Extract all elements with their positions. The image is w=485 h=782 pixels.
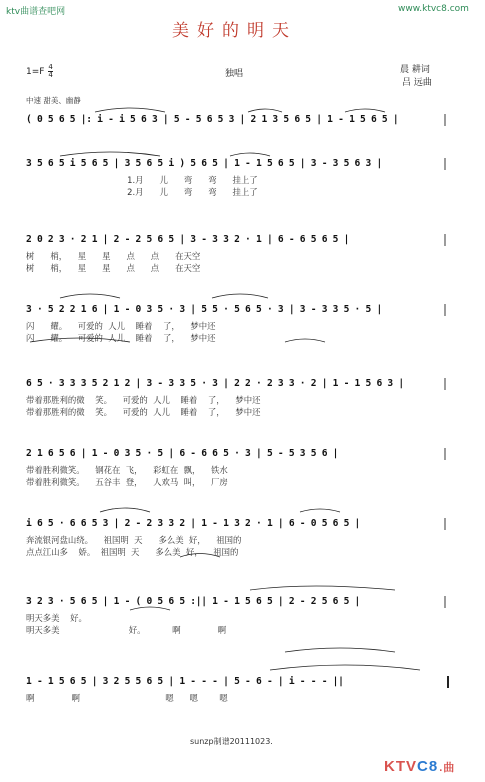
site-name-left: ktv曲谱查吧网 [6, 7, 66, 17]
time-signature-bottom: 4 [48, 71, 53, 79]
time-signature-top: 4 [48, 63, 53, 71]
lyric-line: 明天多美 好。 [26, 613, 87, 623]
credit-line: sunzp制谱20111023. [190, 737, 273, 746]
lyric-line: 闪 耀。 可爱的 人儿 睡着 了， 梦中还 [26, 321, 216, 331]
ktvc8-logo [384, 758, 455, 775]
logo-prefix: KTV [384, 758, 417, 775]
notation-line: 2 0 2 3 · 2 1 | 2 - 2 5 6 5 | 3 - 3 3 2 · 1 | 6 - 6 5 6 5 | [26, 234, 350, 245]
site-url-right: www.ktvc8.com [398, 4, 469, 14]
notation-line: 3 · 5 2 2 1 6 | 1 - 0 3 5 · 3 | 5 5 · 5 6 5 · 3 | 3 - 3 3 5 · 5 | [26, 304, 382, 315]
key-label: 1=F [26, 67, 45, 77]
lyric-line: 奔流银河盘山绕。 祖国明 天 多么美 好， 祖国的 [26, 535, 242, 545]
lyric-line: 明天多美 好。 啊 啊 [26, 625, 227, 635]
lyric-line: 点点江山多 娇。 祖国明 天 多么美 好， 祖国的 [26, 547, 239, 557]
notation-line: i 6 5 · 6 6 5 3 | 2 - 2 3 3 2 | 1 - 1 3 2 · 1 | 6 - 0 5 6 5 | [26, 518, 361, 529]
notation-line: 3 2 3 · 5 6 5 | 1 - ( 0 5 6 5 :|| 1 - 1 5 6 5 | 2 - 2 5 6 5 | [26, 596, 361, 607]
lyric-line: 树 梢， 星 星 点 点 在天空 [26, 251, 201, 261]
performer-label: 独唱 [225, 69, 244, 79]
lyric-line: 2.月 儿 弯 弯 挂上了 [26, 187, 258, 197]
notation-line: 6 5 · 3 3 3 5 2 1 2 | 3 - 3 3 5 · 3 | 2 2 · 2 3 3 · 2 | 1 - 1 5 6 3 | [26, 378, 404, 389]
logo-c8: C8 [417, 758, 439, 775]
lyric-line: 啊 啊 嗯 嗯 嗯 [26, 693, 228, 703]
lyric-line: 1.月 儿 弯 弯 挂上了 [26, 175, 258, 185]
key-signature [26, 64, 53, 79]
lyric-line: 带着胜利微笑。 五谷丰 登， 人欢马 叫， 厂房 [26, 477, 228, 487]
lyric-line: 树 梢， 星 星 点 点 在天空 [26, 263, 201, 273]
song-title: 美好的明天 [172, 21, 297, 41]
lyric-line: 带着那胜利的微 笑。 可爱的 人儿 睡着 了， 梦中还 [26, 395, 261, 405]
notation-line: ( 0 5 6 5 |: i - i 5 6 3 | 5 - 5 6 5 3 | 2 1 3 5 6 5 | 1 - 1 5 6 5 | [26, 114, 399, 125]
logo-suffix: .曲 [439, 762, 456, 774]
notation-line: 2 1 6 5 6 | 1 - 0 3 5 · 5 | 6 - 6 6 5 · 3 | 5 - 5 3 5 6 | [26, 448, 339, 459]
lyric-line: 带着那胜利的微 笑。 可爱的 人儿 睡着 了， 梦中还 [26, 407, 261, 417]
tempo-marking: 中速 甜美、幽静 [26, 96, 81, 105]
lyric-line: 带着胜利微笑。 钢花在 飞， 彩虹在 飘， 铁水 [26, 465, 228, 475]
notation-line: 3 5 6 5 i 5 6 5 | 3 5 6 5 i ) 5 6 5 | 1 - 1 5 6 5 | 3 - 3 5 6 3 | [26, 158, 382, 169]
notation-line: 1 - 1 5 6 5 | 3 2 5 5 6 5 | 1 - - - | 5 - 6 - | i - - - || [26, 676, 344, 687]
composer-credit: 吕 远曲 [402, 78, 432, 88]
lyricist-credit: 晨 耕词 [400, 65, 430, 75]
lyric-line: 闪 耀。 可爱的 人儿 睡着 了， 梦中还 [26, 333, 216, 343]
time-signature [48, 64, 52, 79]
